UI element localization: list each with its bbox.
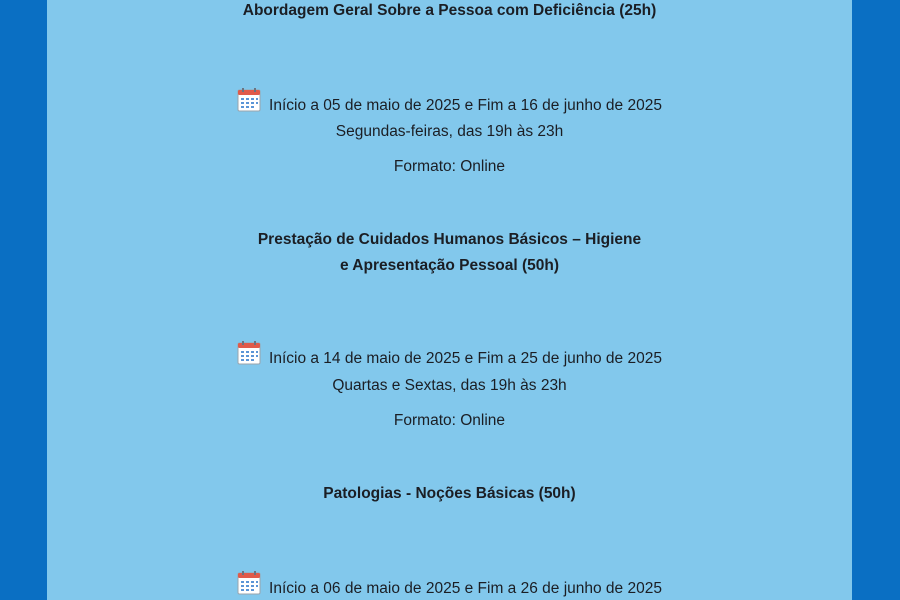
content-panel <box>47 0 852 600</box>
course-2-title-line-2: e Apresentação Pessoal (50h) <box>339 257 560 274</box>
course-2-dates: Início a 14 de maio de 2025 e Fim a 25 de junho de 2025 <box>269 350 662 367</box>
course-2-format: Formato: Online <box>393 412 506 429</box>
course-1-format: Formato: Online <box>393 158 506 175</box>
course-1-title <box>47 0 852 24</box>
course-3-dates-row <box>47 571 852 599</box>
calendar-icon <box>237 341 261 365</box>
course-2-title-line-1: Prestação de Cuidados Humanos Básicos – Higiene <box>257 231 642 248</box>
course-2-title <box>47 227 852 279</box>
course-1-title-line-1: Abordagem Geral Sobre a Pessoa com Deficiência (25h) <box>242 2 657 19</box>
course-3-title-line-1: Patologias - Noções Básicas (50h) <box>323 485 576 502</box>
calendar-icon <box>237 571 261 595</box>
course-3-dates: Início a 06 de maio de 2025 e Fim a 26 de junho de 2025 <box>269 580 662 597</box>
course-1-dates-row <box>47 88 852 116</box>
course-1-dates: Início a 05 de maio de 2025 e Fim a 16 de junho de 2025 <box>269 97 662 114</box>
course-2-schedule: Quartas e Sextas, das 19h às 23h <box>332 377 567 394</box>
course-3-title <box>47 481 852 507</box>
course-2-dates-row <box>47 341 852 369</box>
calendar-icon <box>237 88 261 112</box>
course-1-schedule: Segundas-feiras, das 19h às 23h <box>335 123 564 140</box>
